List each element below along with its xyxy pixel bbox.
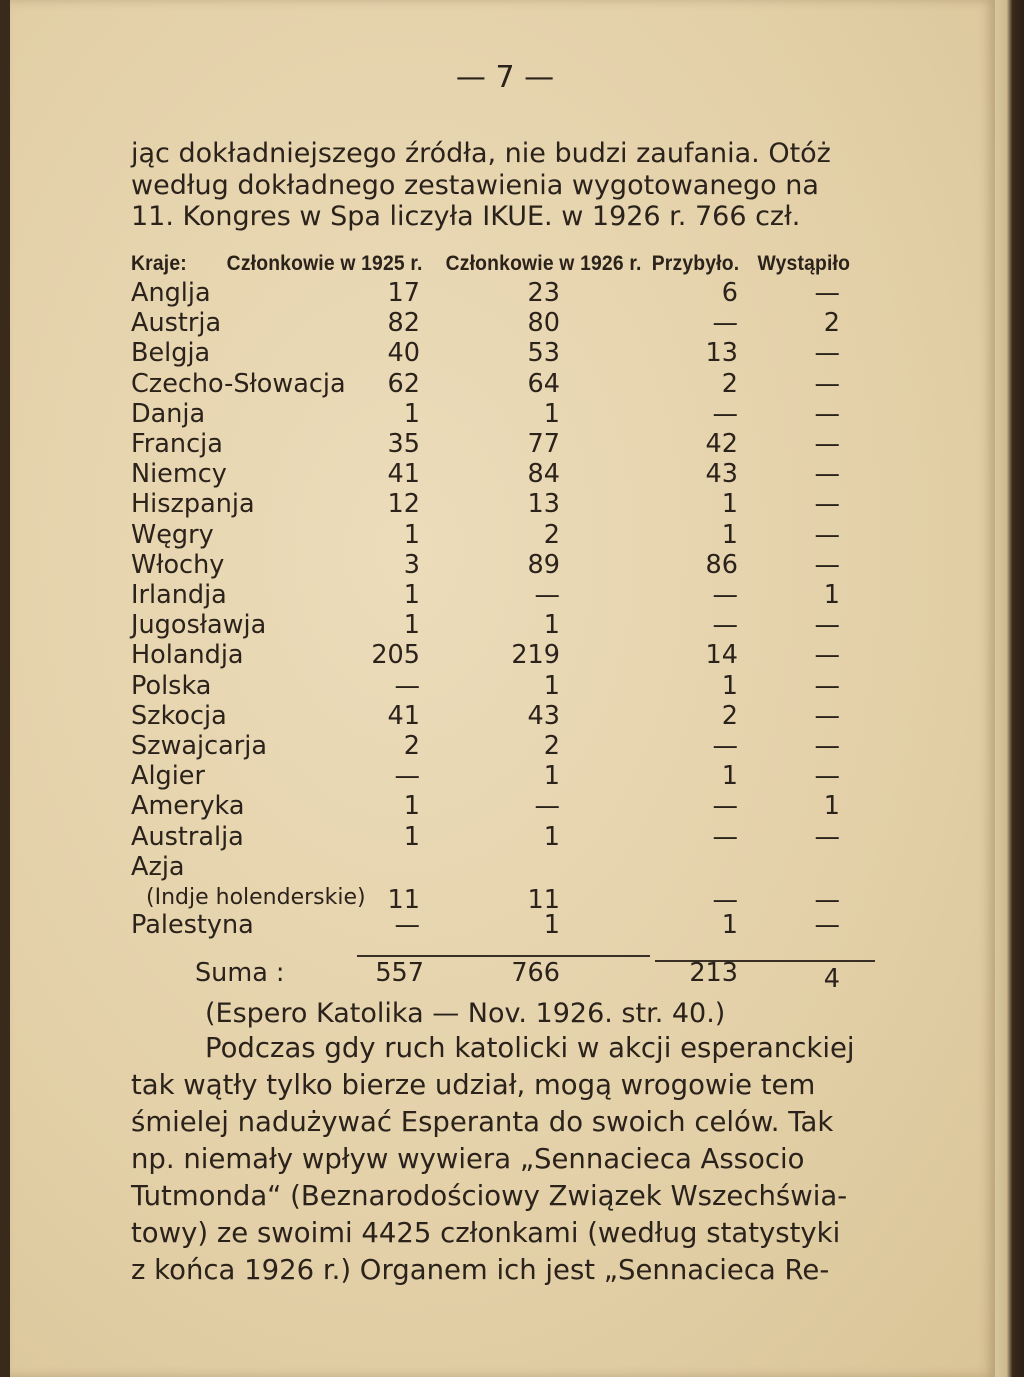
cell-gained: — <box>712 821 738 852</box>
cell-gained: 2 <box>721 700 738 731</box>
cell-members-1926: 219 <box>511 640 560 671</box>
cell-country: Irlandja <box>131 580 227 610</box>
cell-members-1925: 1 <box>403 519 420 550</box>
header-members-1926: Członkowie w 1926 r. <box>445 252 642 275</box>
cell-gained: — <box>712 884 738 915</box>
cell-country: Francja <box>131 429 223 459</box>
cell-members-1925: — <box>394 909 420 940</box>
cell-left: — <box>814 670 840 701</box>
cell-left: — <box>814 884 840 915</box>
cell-gained: — <box>712 610 738 641</box>
cell-members-1925: 1 <box>403 791 420 822</box>
cell-members-1926: 77 <box>527 429 560 459</box>
page-number: — 7 — <box>455 60 555 95</box>
cell-members-1926: 2 <box>543 519 560 550</box>
cell-country: Algier <box>131 761 205 792</box>
cell-members-1925: 1 <box>403 610 420 641</box>
cell-members-1925: 1 <box>403 821 420 852</box>
cell-country: Belgja <box>131 338 211 369</box>
header-left: Wystąpiło <box>757 252 851 275</box>
cell-members-1926: 64 <box>527 368 560 399</box>
cell-left: 1 <box>823 791 840 822</box>
cell-country: Niemcy <box>131 459 227 490</box>
cell-country: Szwajcarja <box>131 731 267 761</box>
cell-members-1926: 1 <box>543 761 560 792</box>
total-label: Suma : <box>195 958 285 988</box>
cell-members-1925: 11 <box>387 884 420 915</box>
cell-gained: 2 <box>721 368 738 399</box>
cell-country: Austrja <box>131 308 222 339</box>
cell-left: — <box>814 489 840 520</box>
body-line: Podczas gdy ruch katolicki w akcji esperanckiej <box>205 1032 855 1064</box>
cell-country: Jugosławja <box>131 610 267 641</box>
cell-country: Polska <box>131 670 212 701</box>
body-paragraph <box>131 1030 876 1289</box>
cell-members-1926: 80 <box>527 308 560 339</box>
cell-members-1925: 1 <box>403 580 420 610</box>
intro-line: 11. Kongres w Spa liczyła IKUE. w 1926 r. 766 czł. <box>131 201 801 232</box>
cell-members-1926: 43 <box>527 700 560 731</box>
cell-left: — <box>814 338 840 369</box>
cell-members-1925: 205 <box>371 640 420 671</box>
cell-members-1925: 82 <box>387 308 420 339</box>
body-line: z końca 1926 r.) Organem ich jest „Sennacieca Re- <box>131 1254 830 1286</box>
cell-left: — <box>814 909 840 940</box>
cell-left: — <box>814 549 840 580</box>
cell-members-1925: 1 <box>403 398 420 429</box>
cell-gained: 14 <box>705 640 738 671</box>
cell-gained: 1 <box>721 670 738 701</box>
cell-gained: 1 <box>721 489 738 520</box>
cell-members-1925: — <box>394 761 420 792</box>
page-edge <box>995 0 1024 1377</box>
cell-gained: — <box>712 398 738 429</box>
cell-left: — <box>814 731 840 761</box>
cell-gained: — <box>712 308 738 339</box>
cell-gained: 43 <box>705 459 738 490</box>
cell-members-1925: 12 <box>387 489 420 520</box>
cell-left: — <box>814 278 840 308</box>
body-line: tak wątły tylko bierze udział, mogą wrogowie tem <box>131 1069 816 1101</box>
cell-gained: 86 <box>705 549 738 580</box>
body-line: np. niemały wpływ wywiera „Sennacieca Associo <box>131 1143 805 1175</box>
cell-members-1926: — <box>534 580 560 610</box>
body-line: śmielej nadużywać Esperanta do swoich celów. Tak <box>131 1106 834 1138</box>
intro-line: według dokładnego zestawienia wygotowanego na <box>131 169 819 201</box>
cell-members-1926: 89 <box>527 549 560 580</box>
cell-country: Ameryka <box>131 791 245 822</box>
cell-left: — <box>814 398 840 429</box>
cell-left: 1 <box>823 580 840 610</box>
cell-country: Palestyna <box>131 909 254 940</box>
cell-country: (Indje holenderskie) <box>146 884 366 910</box>
cell-members-1926: 23 <box>527 278 560 308</box>
cell-members-1926: 1 <box>543 909 560 940</box>
cell-members-1926: 53 <box>527 338 560 369</box>
cell-gained: 42 <box>705 429 738 459</box>
cell-country: Czecho-Słowacja <box>131 368 346 399</box>
cell-country: Azja <box>131 851 185 882</box>
cell-left: — <box>814 429 840 459</box>
cell-members-1926: 2 <box>543 731 560 761</box>
total-gained: 213 <box>689 958 738 988</box>
cell-left: — <box>814 519 840 550</box>
cell-country: Szkocja <box>131 700 227 731</box>
cell-left: — <box>814 761 840 792</box>
cell-members-1926: 11 <box>527 884 560 915</box>
intro-line: jąc dokładniejszego źródła, nie budzi zaufania. Otóż <box>131 138 831 169</box>
cell-members-1925: 3 <box>403 549 420 580</box>
cell-country: Anglja <box>131 278 211 308</box>
cell-left: — <box>814 368 840 399</box>
body-line: Tutmonda“ (Beznarodościowy Związek Wszechświa- <box>131 1180 848 1212</box>
cell-gained: 6 <box>721 278 738 308</box>
header-countries: Kraje: <box>131 252 187 275</box>
cell-gained: 13 <box>705 338 738 369</box>
cell-members-1925: 2 <box>403 731 420 761</box>
cell-left: — <box>814 700 840 731</box>
cell-left: 2 <box>823 308 840 339</box>
cell-members-1926: 1 <box>543 398 560 429</box>
cell-country: Holandja <box>131 640 244 671</box>
cell-left: — <box>814 821 840 852</box>
cell-country: Danja <box>131 398 206 429</box>
cell-gained: 1 <box>721 909 738 940</box>
cell-gained: — <box>712 580 738 610</box>
header-gained: Przybyło. <box>651 252 740 275</box>
cell-members-1925: 40 <box>387 338 420 369</box>
cell-country: Hiszpanja <box>131 489 255 520</box>
header-members-1925: Członkowie w 1925 r. <box>226 252 423 275</box>
cell-members-1926: — <box>534 791 560 822</box>
total-left: 4 <box>823 964 840 994</box>
cell-members-1926: 1 <box>543 821 560 852</box>
cell-country: Włochy <box>131 549 225 580</box>
cell-members-1925: 35 <box>387 429 420 459</box>
cell-gained: 1 <box>721 761 738 792</box>
total-1925: 557 <box>375 958 424 988</box>
cell-country: Węgry <box>131 519 214 550</box>
cell-members-1925: 41 <box>387 700 420 731</box>
sum-rule <box>357 955 650 957</box>
cell-members-1925: 41 <box>387 459 420 490</box>
cell-left: — <box>814 640 840 671</box>
cell-members-1926: 1 <box>543 670 560 701</box>
cell-left: — <box>814 459 840 490</box>
body-line: towy) ze swoimi 4425 członkami (według statystyki <box>131 1217 841 1249</box>
cell-members-1926: 1 <box>543 610 560 641</box>
cell-members-1925: 17 <box>387 278 420 308</box>
cell-members-1925: — <box>394 670 420 701</box>
intro-paragraph <box>131 138 876 233</box>
cell-gained: — <box>712 791 738 822</box>
source-caption: (Espero Katolika — Nov. 1926. str. 40.) <box>205 998 726 1029</box>
cell-country: Australja <box>131 821 244 852</box>
cell-gained: 1 <box>721 519 738 550</box>
cell-members-1926: 13 <box>527 489 560 520</box>
cell-members-1925: 62 <box>387 368 420 399</box>
cell-gained: — <box>712 731 738 761</box>
total-1926: 766 <box>511 958 560 988</box>
cell-left: — <box>814 610 840 641</box>
cell-members-1926: 84 <box>527 459 560 490</box>
